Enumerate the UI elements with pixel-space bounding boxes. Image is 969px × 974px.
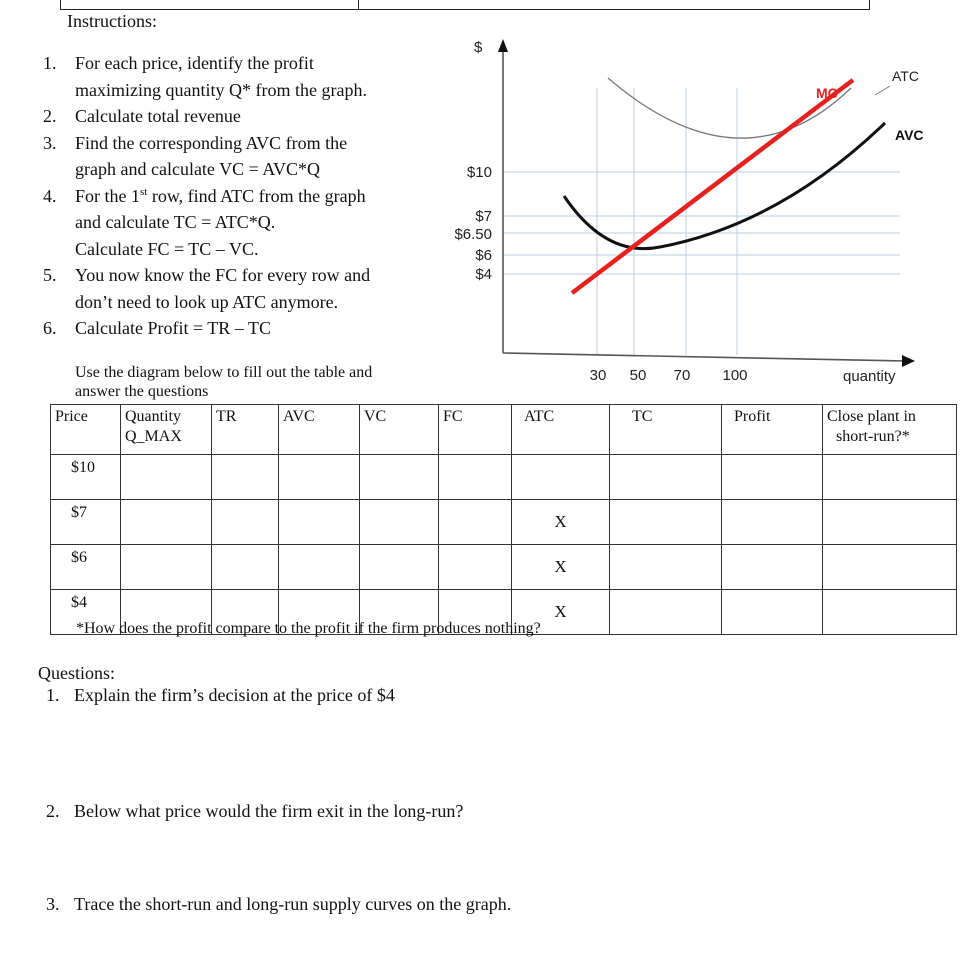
mc-label: MC — [816, 85, 838, 101]
blank-cell[interactable] — [121, 545, 212, 590]
blank-cell[interactable] — [439, 455, 512, 500]
header-profit: Profit — [722, 405, 823, 455]
header-atc: ATC — [512, 405, 610, 455]
table-header-row — [51, 405, 957, 455]
atc-cell[interactable]: X — [512, 545, 610, 590]
price-tick-labels — [454, 164, 492, 283]
blank-cell[interactable] — [279, 455, 360, 500]
price-cell: $7 — [51, 500, 121, 545]
blank-cell[interactable] — [610, 455, 722, 500]
blank-cell[interactable] — [121, 500, 212, 545]
avc-curve — [564, 123, 885, 249]
blank-cell[interactable] — [722, 500, 823, 545]
guide-lines — [503, 88, 900, 355]
cost-curves-graph — [440, 28, 940, 388]
question-3: 3. Trace the short-run and long-run supply curves on the graph. — [46, 894, 512, 914]
header-close-plant: Close plant in short-run?* — [823, 405, 957, 455]
price-tick-label: $10 — [466, 164, 492, 181]
blank-cell[interactable] — [212, 455, 279, 500]
blank-cell[interactable] — [823, 545, 957, 590]
blank-cell[interactable] — [610, 500, 722, 545]
quantity-tick-labels — [590, 367, 748, 384]
price-cell: $6 — [51, 545, 121, 590]
instructions-list — [40, 50, 420, 342]
instruction-item: 1. For each price, identify the profit maximizing quantity Q* from the graph. — [43, 53, 367, 100]
y-axis-arrow-icon — [498, 39, 508, 52]
blank-cell[interactable] — [439, 545, 512, 590]
quantity-tick-label: 50 — [629, 367, 647, 384]
footnote: *How does the profit compare to the profit if the firm produces nothing? — [76, 620, 541, 637]
blank-cell[interactable] — [823, 590, 957, 635]
blank-cell[interactable] — [610, 545, 722, 590]
instructions-title: Instructions: — [67, 11, 157, 31]
top-frame — [60, 0, 870, 10]
header-tr: TR — [212, 405, 279, 455]
table-row — [51, 545, 957, 590]
instruction-item: 5. You now know the FC for every row and don’t need to look up ATC anymore. — [43, 265, 371, 312]
blank-cell[interactable] — [360, 455, 439, 500]
header-price: Price — [51, 405, 121, 455]
header-tc: TC — [610, 405, 722, 455]
blank-cell[interactable] — [823, 500, 957, 545]
header-quantity: Quantity Q_MAX — [121, 405, 212, 455]
header-fc: FC — [439, 405, 512, 455]
questions-title: Questions: — [38, 663, 116, 683]
instruction-item: 2. Calculate total revenue — [43, 106, 241, 126]
table-row — [51, 455, 957, 500]
mc-curve — [572, 80, 853, 293]
blank-cell[interactable] — [360, 545, 439, 590]
table-row — [51, 500, 957, 545]
blank-cell[interactable] — [610, 590, 722, 635]
price-cell: $4 — [51, 590, 121, 635]
price-tick-label: $7 — [475, 208, 492, 225]
blank-cell[interactable] — [439, 500, 512, 545]
instruction-item: 4. For the 1st row, find ATC from the graph and calculate TC = ATC*Q. Calculate FC = TC – VC. — [43, 185, 366, 259]
question-2: 2. Below what price would the firm exit in the long-run? — [46, 801, 464, 821]
blank-cell[interactable] — [212, 545, 279, 590]
price-tick-label: $6.50 — [454, 226, 492, 243]
price-cell: $10 — [51, 455, 121, 500]
diagram-note: Use the diagram below to fill out the table and answer the questions — [75, 364, 373, 400]
quantity-tick-label: 100 — [722, 367, 748, 384]
blank-cell[interactable] — [279, 545, 360, 590]
price-tick-label: $6 — [475, 247, 492, 264]
x-axis-arrow-icon — [902, 355, 915, 367]
blank-cell[interactable] — [212, 500, 279, 545]
atc-cell[interactable]: X — [512, 500, 610, 545]
header-avc: AVC — [279, 405, 360, 455]
avc-label: AVC — [895, 127, 924, 143]
atc-cell[interactable] — [512, 455, 610, 500]
blank-cell[interactable] — [360, 500, 439, 545]
blank-cell[interactable] — [722, 455, 823, 500]
blank-cell[interactable] — [279, 500, 360, 545]
y-axis-label: $ — [474, 39, 483, 56]
blank-cell[interactable] — [722, 590, 823, 635]
blank-cell[interactable] — [722, 545, 823, 590]
blank-cell[interactable] — [823, 455, 957, 500]
question-1: 1. Explain the firm’s decision at the price of $4 — [46, 685, 395, 705]
quantity-tick-label: 30 — [589, 367, 607, 384]
price-tick-label: $4 — [475, 266, 492, 283]
x-axis-label: quantity — [843, 368, 896, 385]
top-frame-divider — [358, 0, 359, 9]
atc-cell[interactable]: X — [512, 590, 610, 635]
instruction-item: 3. Find the corresponding AVC from the graph and calculate VC = AVC*Q — [43, 132, 348, 179]
cost-table — [50, 404, 957, 635]
blank-cell[interactable] — [121, 455, 212, 500]
atc-label-pointer — [875, 86, 890, 95]
header-vc: VC — [360, 405, 439, 455]
quantity-tick-label: 70 — [673, 367, 691, 384]
x-axis — [503, 353, 906, 361]
atc-label: ATC — [892, 68, 919, 84]
instruction-item: 6. Calculate Profit = TR – TC — [43, 318, 271, 338]
